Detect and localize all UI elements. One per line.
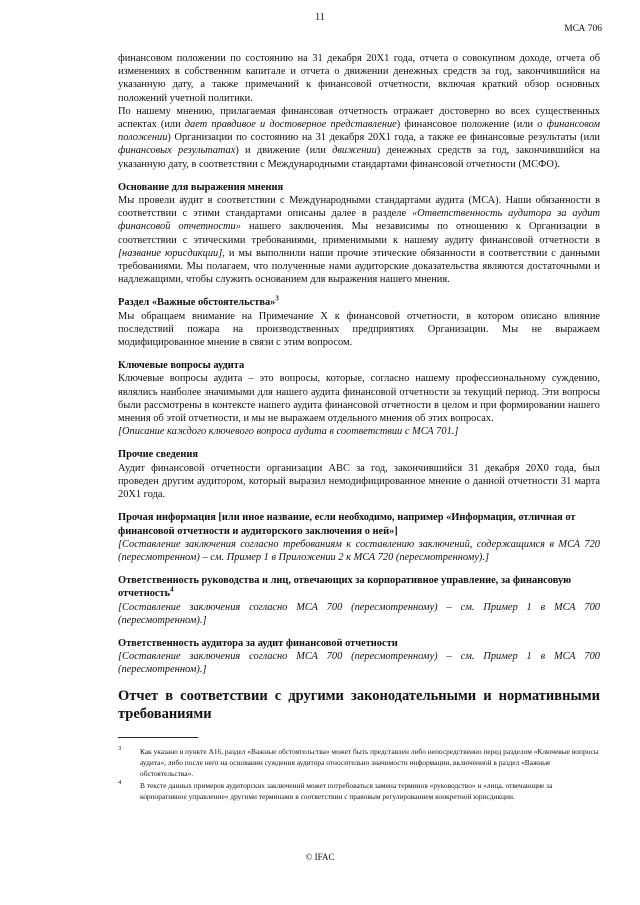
document-code: МСА 706 [564,24,602,34]
mgmt-heading: Ответственность руководства и лиц, отвечающих за корпоративное управление, за финансовую отчетность$^4$ [118,575,572,600]
other-info-note: [Составление заключения согласно требованиям к составлению заключений, содержащимся в МСА 720 (пересмотренном) – см. Пример 1 в Приложении 2 к МСА 720 (пересмотренному).] [118,538,600,563]
document-body [118,52,600,723]
other-matter-heading: Прочие сведения [118,449,199,461]
page-number: 11 [315,12,325,23]
auditor-note: [Составление заключения согласно МСА 700 (пересмотренному) – см. Пример 1 в МСА 700 (пересмотренном).] [118,651,600,676]
paragraph-opinion: По нашему мнению, прилагаемая финансовая отчетность отражает достоверно во всех существенных аспектах (или дает правдивое и достоверное представление) финансовое положение (или о финансовом положении) Организации по состоянию на 31 декабря 20Х1 года, а также ее финансовые результаты (или финансовых результатах) и движение (или движении) денежных средств за год, закончившийся на указанную дату, в соответствии с Международными стандартами финансовой отчетности (МСФО). [118,105,600,170]
emphasis-text: Мы обращаем внимание на Примечание Х к финансовой отчетности, в котором описано влияние последствий пожара на производственных предприятиях Организации. Мы не выражаем модифицированное мнение в связи с этим вопросом. [118,310,600,349]
basis-heading: Основание для выражения мнения [118,181,284,193]
other-matter-text: Аудит финансовой отчетности организации АВС за год, закончившийся 31 декабря 20Х0 года, был проведен другим аудитором, который выразил немодифицированное мнение о данной отчетности 31 марта 20Х1 года. [118,462,600,501]
footnote-ref[interactable]: 4 [170,585,174,594]
paragraph-statements-list: финансовом положении по состоянию на 31 декабря 20Х1 года, отчета о совокупном доходе, отчета об изменениях в собственном капитале и отчета о движении денежных средств за год, закончившийся на указанную дату, а также примечаний к финансовой отчетности, включая краткий обзор основных положений учетной политики. [118,53,600,104]
footnotes [118,746,600,803]
emphasis-heading: Раздел «Важные обстоятельства»$^3$ [118,294,279,309]
basis-text: Мы провели аудит в соответствии с Международными стандартами аудита (МСА). Наши обязанности в соответствии с этими стандартами описаны далее в разделе «Ответственность аудитора за аудит финансовой отчетности» нашего заключения. Мы независимы по отношению к Организации в соответствии с этическими требованиями, применимыми к нашему аудиту финансовой отчетности в [название юрисдикции], и мы выполнили наши прочие этические обязанности в соответствии с данными требованиями. Мы полагаем, что полученные нами аудиторские доказательства являются достаточными и надлежащими, чтобы служить основанием для выражения нашего мнения. [118,195,600,286]
auditor-heading: Ответственность аудитора за аудит финансовой отчетности [118,637,398,649]
copyright-footer: © IFAC [305,852,335,862]
footnote-separator [118,737,198,738]
footnote: 3 Как указано в пункте А16, раздел «Важные обстоятельства» может быть представлен либо непосредственно перед разделом «Ключевые вопросы аудита», либо после него на основании суждения аудитора относительно значимости информации, включенной в раздел «Важные обстоятельства». [118,745,599,778]
mgmt-note: [Составление заключения согласно МСА 700 (пересмотренному) – см. Пример 1 в МСА 700 (пересмотренном).] [118,601,600,626]
other-info-heading: Прочая информация [или иное название, если необходимо, например «Информация, отличная от финансовой отчетности и аудиторского заключения о ней»] [118,512,576,537]
footnote: 4 В тексте данных примеров аудиторских заключений может потребоваться замена терминов «руководство» и «лица, отвечающие за корпоративное управление» другими терминами в соответствии с правовым регулированием конкретной юрисдикции. [118,779,553,801]
section-heading-other-requirements: Отчет в соответствии с другими законодательными и нормативными требованиями [118,687,600,722]
kam-heading: Ключевые вопросы аудита [118,360,245,372]
footnote-ref[interactable]: 3 [275,294,279,303]
kam-text: Ключевые вопросы аудита – это вопросы, которые, согласно нашему профессиональному суждению, являлись наиболее значимыми для нашего аудита финансовой отчетности за текущий период. Эти вопросы были рассмотрены в контексте нашего аудита финансовой отчетности в целом и при формировании нашего мнения об этой отчетности, и мы не выражаем отдельного мнения об этих вопросах. [118,373,600,425]
kam-note: [Описание каждого ключевого вопроса аудита в соответствии с МСА 701.] [118,426,459,438]
